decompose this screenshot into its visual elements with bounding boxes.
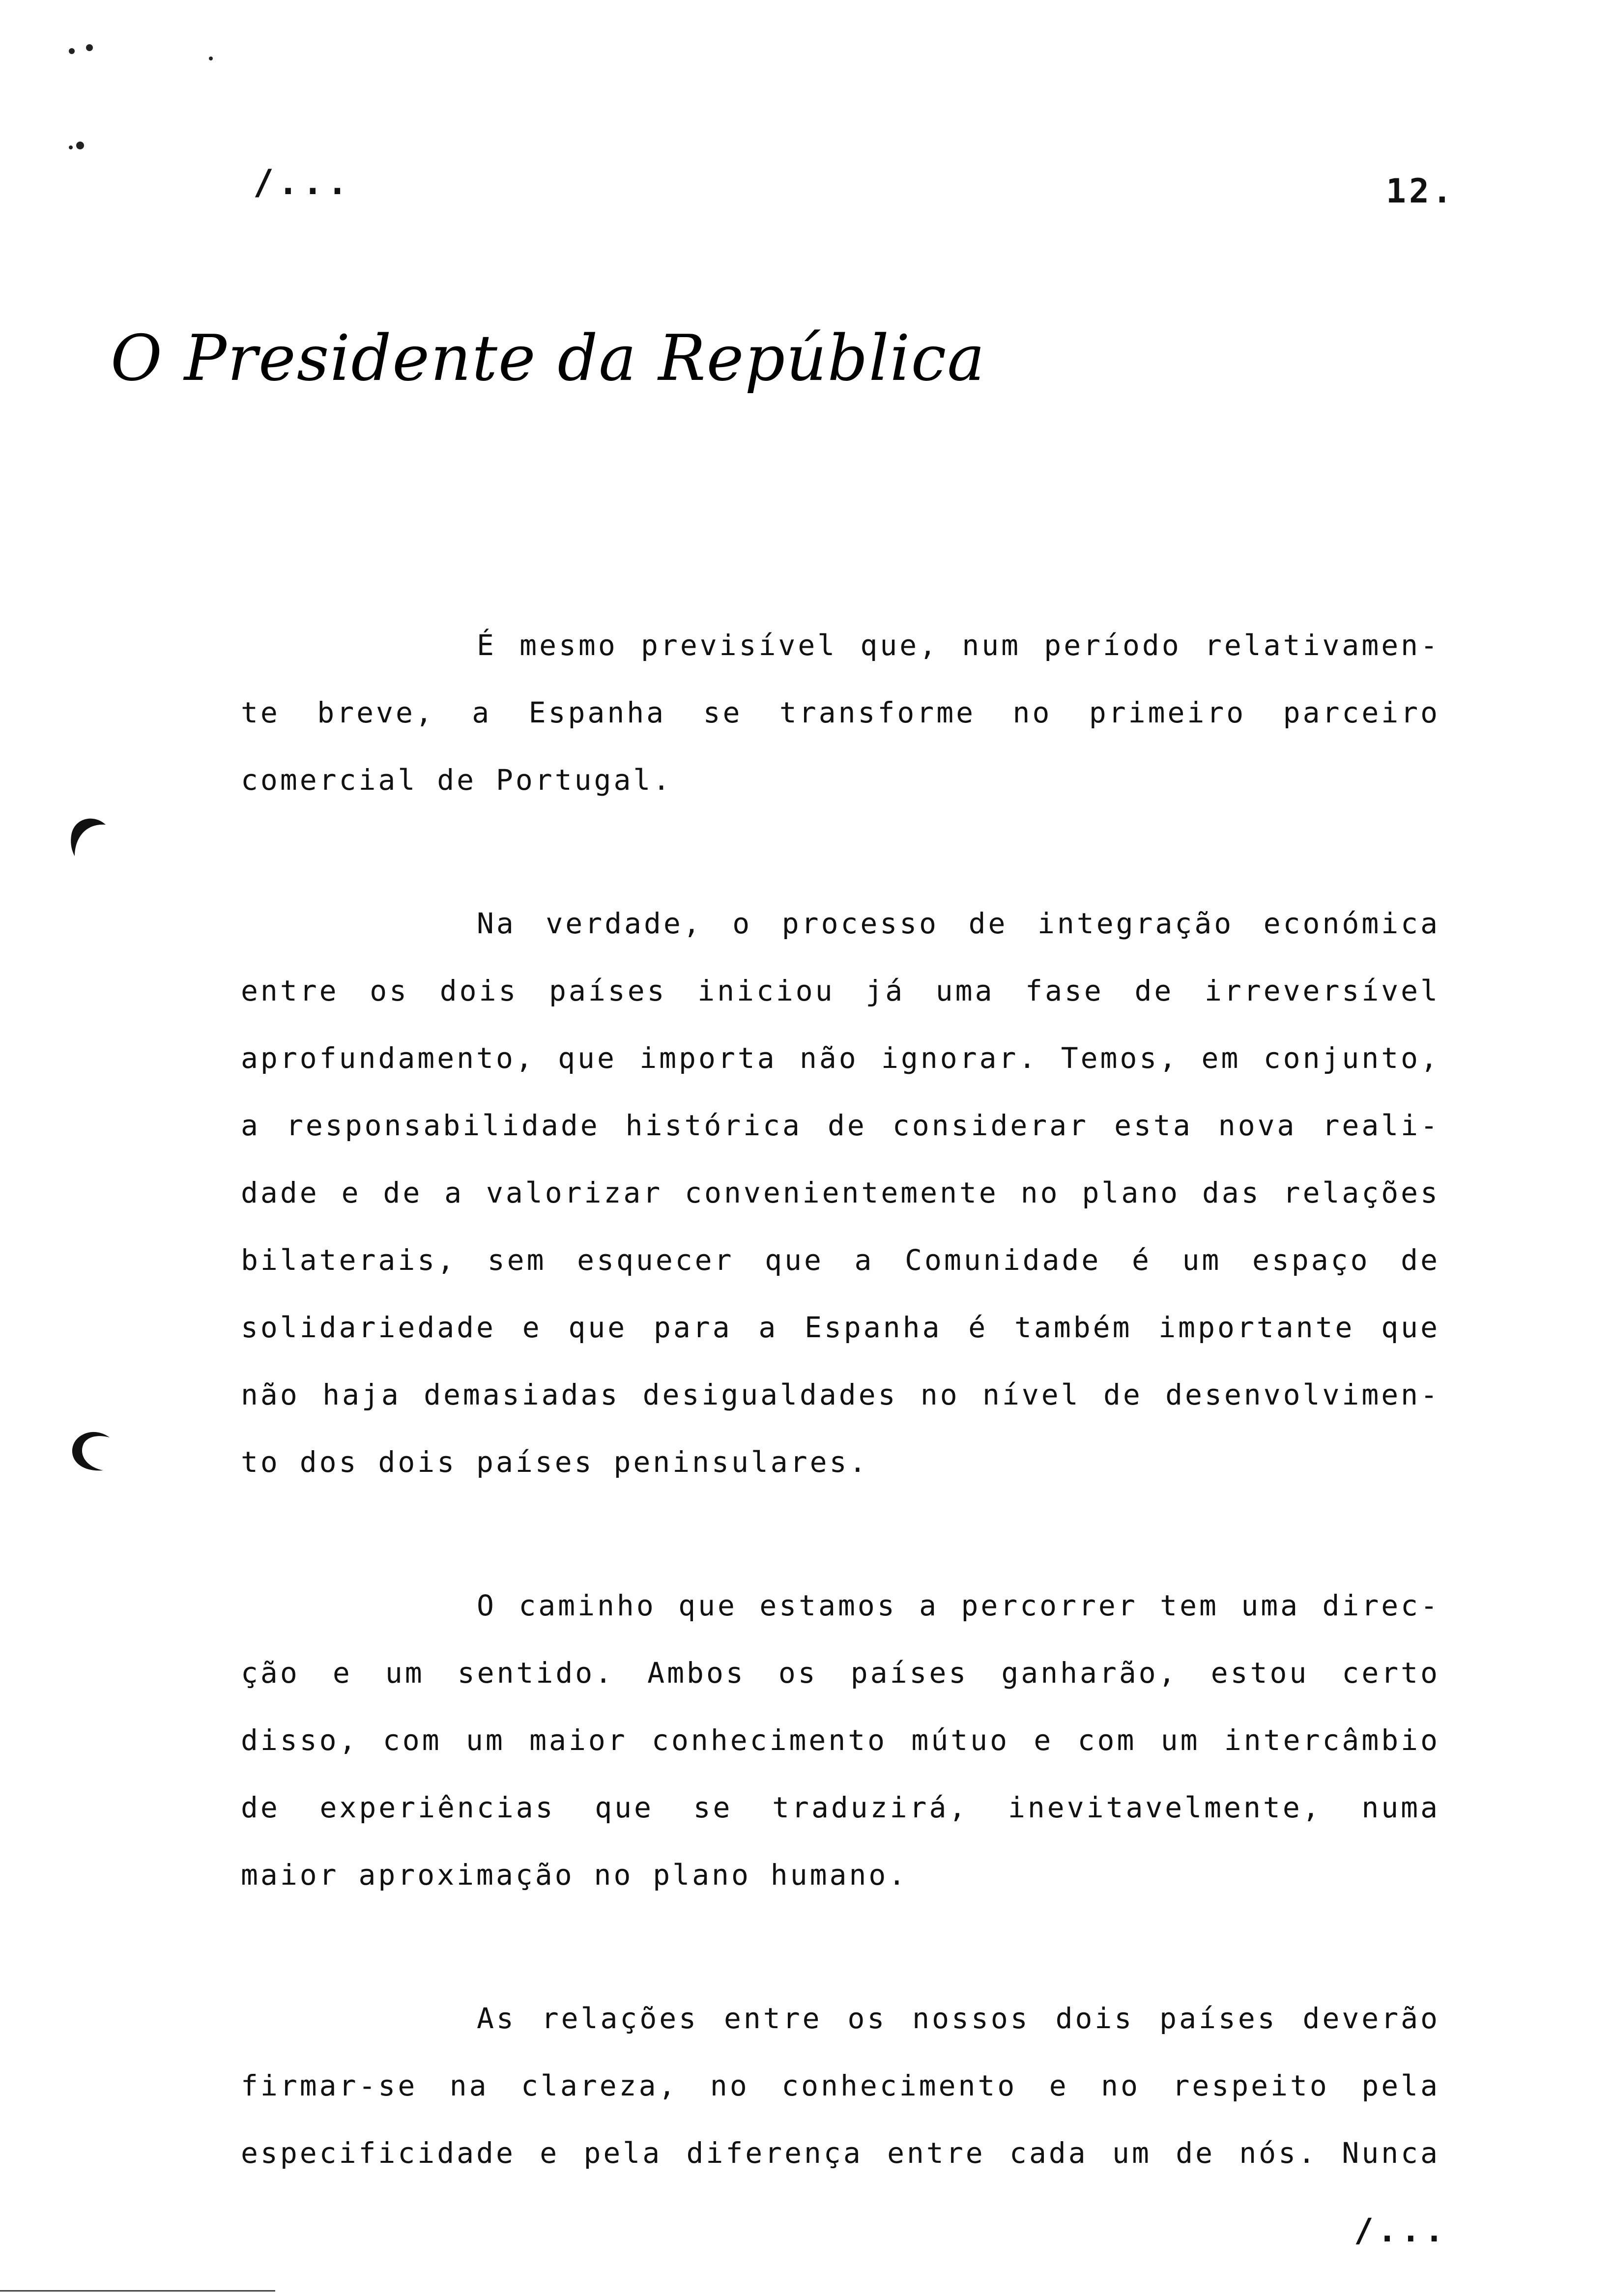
body-text [241, 612, 1440, 2187]
letterhead-title: O Presidente da República [111, 322, 986, 395]
scan-speck [69, 145, 73, 149]
text-line: não haja demasiadas desigualdades no nível de desenvolvimen- [241, 1378, 1440, 1411]
text-line: ção e um sentido. Ambos os países ganharão, estou certo [241, 1656, 1440, 1690]
punch-hole-icon [64, 811, 113, 860]
paragraph [241, 612, 1440, 814]
text-line: te breve, a Espanha se transforme no primeiro parceiro [241, 696, 1440, 729]
text-line: disso, com um maior conhecimento mútuo e com um intercâmbio [241, 1723, 1440, 1757]
text-line: comercial de Portugal. [241, 763, 673, 797]
scan-speck [209, 57, 213, 60]
text-line: to dos dois países peninsulares. [241, 1445, 869, 1479]
punch-hole-icon [66, 1425, 115, 1474]
text-line: especificidade e pela diferença entre cada um de nós. Nunca [241, 2136, 1440, 2170]
text-line: solidariedade e que para a Espanha é também importante que [241, 1311, 1440, 1344]
scan-speck [69, 48, 75, 54]
text-line: dade e de a valorizar convenientemente no plano das relações [241, 1176, 1440, 1209]
text-line: As relações entre os nossos dois países deverão [477, 2002, 1440, 2035]
text-line: maior aproximação no plano humano. [241, 1858, 908, 1892]
text-line: firmar-se na clareza, no conhecimento e no respeito pela [241, 2069, 1440, 2102]
text-line: É mesmo previsível que, num período relativamen- [477, 629, 1440, 662]
scan-speck [86, 44, 93, 51]
header-continuation-mark: /... [253, 162, 352, 202]
text-line: de experiências que se traduzirá, inevitavelmente, numa [241, 1791, 1440, 1824]
paragraph [241, 890, 1440, 1496]
paragraph [241, 1985, 1440, 2187]
scan-speck [76, 142, 84, 149]
text-line: O caminho que estamos a percorrer tem uma direc- [477, 1589, 1440, 1622]
text-line: bilaterais, sem esquecer que a Comunidade é um espaço de [241, 1243, 1440, 1277]
scan-edge-line [0, 2290, 275, 2292]
page-number: 12. [1386, 172, 1455, 211]
text-line: a responsabilidade histórica de considerar esta nova reali- [241, 1109, 1440, 1142]
text-line: entre os dois países iniciou já uma fase de irreversível [241, 974, 1440, 1007]
footer-continuation-mark: /... [1354, 2211, 1448, 2249]
paragraph [241, 1572, 1440, 1909]
text-line: aprofundamento, que importa não ignorar. Temos, em conjunto, [241, 1041, 1440, 1075]
text-line: Na verdade, o processo de integração económica [477, 907, 1440, 940]
